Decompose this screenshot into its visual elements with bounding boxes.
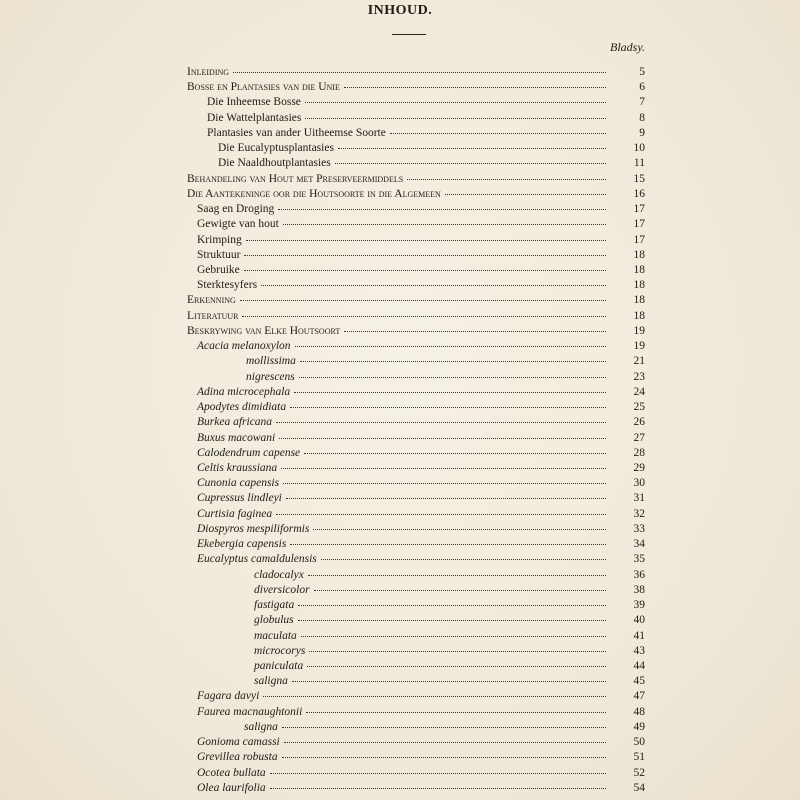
toc-entry-page-number: 31 (633, 492, 645, 505)
dot-leader (278, 199, 606, 210)
dot-leader (344, 77, 606, 88)
toc-entry-page-number: 6 (639, 81, 645, 94)
toc-entry-label: Diospyros mespiliformis (197, 522, 310, 535)
toc-entry-label: Ocotea bullata (197, 766, 266, 779)
toc-entry-page-number: 23 (633, 370, 645, 383)
dot-leader (283, 214, 606, 225)
toc-entry-page-number: 43 (633, 644, 645, 657)
toc-entry-label: Saag en Droging (197, 203, 275, 216)
toc-entry-label: Faurea macnaughtonii (197, 705, 303, 718)
toc-entry (0, 171, 800, 187)
page-title: INHOUD. (367, 3, 433, 18)
toc-entry-label: saligna (254, 675, 288, 688)
toc-entry-label: fastigata (254, 599, 295, 612)
toc-entry-page-number: 21 (633, 355, 645, 368)
toc-entry-page-number: 34 (633, 538, 645, 551)
toc-entry-page-number: 8 (639, 111, 645, 124)
dot-leader (270, 763, 606, 774)
dot-leader (290, 397, 606, 408)
toc-entry-page-number: 45 (633, 675, 645, 688)
toc-entry-label: Die Inheemse Bosse (207, 96, 301, 109)
toc-entry-label: Gonioma camassi (197, 736, 280, 749)
dot-leader (335, 153, 606, 164)
toc-entry-label: paniculata (254, 659, 304, 672)
dot-leader (445, 184, 606, 195)
toc-entry-page-number: 29 (633, 461, 645, 474)
toc-entry-page-number: 35 (633, 553, 645, 566)
toc-entry (0, 780, 800, 796)
toc-entry-page-number: 5 (639, 66, 645, 78)
toc-entry-page-number: 11 (633, 157, 645, 170)
toc-entry-page-number: 19 (633, 324, 645, 337)
toc-entry-label: Die Aantekeninge oor die Houtsoorte in die Algemeen (187, 187, 441, 200)
dot-leader (298, 595, 606, 606)
dot-leader (407, 169, 606, 180)
dot-leader (338, 138, 606, 149)
toc-entry-label: Apodytes dimidiata (197, 401, 287, 414)
toc-entry-label: nigrescens (246, 370, 295, 383)
toc-entry-label: diversicolor (254, 583, 310, 596)
toc-entry (0, 155, 800, 171)
toc-entry-page-number: 33 (633, 522, 645, 535)
toc-entry-page-number: 17 (633, 233, 645, 246)
dot-leader (390, 123, 606, 134)
dot-leader (309, 641, 606, 652)
dot-leader (298, 610, 606, 621)
dot-leader (306, 702, 606, 713)
toc-entry-label: Die Naaldhoutplantasies (218, 157, 331, 170)
toc-entry-page-number: 10 (633, 142, 645, 155)
toc-entry-page-number: 54 (633, 781, 645, 794)
toc-entry-page-number: 17 (633, 203, 645, 216)
toc-entry-page-number: 38 (633, 583, 645, 596)
toc-entry-page-number: 28 (633, 446, 645, 459)
toc-entry-page-number: 51 (633, 751, 645, 764)
dot-leader (244, 260, 606, 271)
dot-leader (284, 732, 606, 743)
toc-entry-page-number: 18 (633, 263, 645, 276)
toc-entry-label: Die Eucalyptusplantasies (218, 142, 334, 155)
toc-entry-label: Literatuur (187, 309, 239, 322)
toc-entry-label: Cunonia capensis (197, 477, 280, 490)
toc-entry-label: Ekebergia capensis (197, 538, 287, 551)
toc-entry-label: Inleiding (187, 66, 230, 78)
page-column-label: Bladsy. (610, 40, 645, 54)
toc-entry-page-number: 36 (633, 568, 645, 581)
toc-entry-label: Acacia melanoxylon (197, 340, 291, 353)
toc-entry-page-number: 41 (633, 629, 645, 642)
toc-entry-label: Cupressus lindleyi (197, 492, 282, 505)
toc-entry-label: Curtisia faginea (197, 507, 273, 520)
toc-entry-label: Gebruike (197, 263, 240, 276)
dot-leader (270, 778, 606, 789)
toc-entry-label: Eucalyptus camaldulensis (197, 553, 317, 566)
toc-entry-page-number: 18 (633, 248, 645, 261)
toc-entry-label: Fagara davyi (197, 690, 260, 703)
toc-entry-page-number: 49 (633, 720, 645, 733)
dot-leader (282, 717, 606, 728)
toc-entry-label: Erkenning (187, 294, 236, 307)
toc-entry-label: Celtis kraussiana (197, 461, 278, 474)
toc-entry-label: Struktuur (197, 248, 241, 261)
toc-entry-page-number: 24 (633, 385, 645, 398)
toc-entry-page-number: 19 (633, 340, 645, 353)
toc-entry-page-number: 40 (633, 614, 645, 627)
toc-entry-page-number: 27 (633, 431, 645, 444)
toc-entry-label: Beskrywing van Elke Houtsoort (187, 324, 341, 337)
dot-leader (321, 549, 606, 560)
toc-entry-label: Calodendrum capense (197, 446, 301, 459)
toc-entry-page-number: 39 (633, 599, 645, 612)
toc-entry-page-number: 32 (633, 507, 645, 520)
dot-leader (290, 534, 606, 545)
toc-entry-page-number: 17 (633, 218, 645, 231)
toc-entry-page-number: 48 (633, 705, 645, 718)
dot-leader (276, 504, 606, 515)
dot-leader (282, 747, 606, 758)
dot-leader (246, 230, 606, 241)
toc-entry-label: Plantasies van ander Uitheemse Soorte (207, 126, 386, 139)
toc-entry-page-number: 50 (633, 736, 645, 749)
toc-entry-label: Krimping (197, 233, 242, 246)
toc-entry-label: maculata (254, 629, 297, 642)
toc-entry-label: Adina microcephala (197, 385, 291, 398)
dot-leader (304, 443, 606, 454)
dot-leader (283, 473, 606, 484)
toc-entry-label: Olea laurifolia (197, 781, 266, 794)
toc-entry-page-number: 25 (633, 401, 645, 414)
toc-entry-label: Buxus macowani (197, 431, 276, 444)
toc-entry-page-number: 15 (633, 172, 645, 185)
dot-leader (299, 367, 606, 378)
dot-leader (244, 245, 606, 256)
toc-entry-page-number: 26 (633, 416, 645, 429)
toc-entry-label: cladocalyx (254, 568, 304, 581)
dot-leader (301, 626, 606, 637)
toc-entry-page-number: 16 (633, 187, 645, 200)
dot-leader (292, 671, 606, 682)
toc-entry-label: Behandeling van Hout met Preserveermiddels (187, 172, 404, 185)
dot-leader (263, 686, 606, 697)
dot-leader (305, 108, 606, 119)
dot-leader (281, 458, 606, 469)
toc-entry-label: Grevillea robusta (197, 751, 278, 764)
toc-entry-page-number: 44 (633, 659, 645, 672)
dot-leader (286, 488, 606, 499)
toc-entry-label: Sterktesyfers (197, 279, 258, 292)
dot-leader (305, 92, 606, 103)
dot-leader (308, 565, 606, 576)
toc-entry-page-number: 9 (639, 126, 645, 139)
dot-leader (261, 275, 606, 286)
toc-entry-label: microcorys (254, 644, 306, 657)
dot-leader (279, 428, 606, 439)
toc-entry-label: Die Wattelplantasies (207, 111, 302, 124)
title-underline (392, 34, 426, 35)
toc-entry-label: mollissima (246, 355, 296, 368)
toc-entry-page-number: 18 (633, 309, 645, 322)
dot-leader (344, 321, 606, 332)
toc-entry-page-number: 47 (633, 690, 645, 703)
toc-entry-page-number: 18 (633, 279, 645, 292)
toc-entry-label: globulus (254, 614, 294, 627)
toc-entry-label: Gewigte van hout (197, 218, 279, 231)
toc-entry-page-number: 18 (633, 294, 645, 307)
toc-entry-page-number: 52 (633, 766, 645, 779)
toc-entry-page-number: 30 (633, 477, 645, 490)
dot-leader (307, 656, 606, 667)
dot-leader (295, 336, 606, 347)
dot-leader (313, 519, 606, 530)
dot-leader (240, 290, 606, 301)
toc-entry-page-number: 7 (639, 96, 645, 109)
toc-entry-label: Bosse en Plantasies van die Unie (187, 81, 340, 94)
dot-leader (300, 351, 606, 362)
toc-entry-label: saligna (244, 720, 278, 733)
toc-entry-label: Burkea africana (197, 416, 273, 429)
dot-leader (276, 412, 606, 423)
dot-leader (242, 306, 606, 317)
dot-leader (233, 62, 606, 73)
dot-leader (294, 382, 606, 393)
dot-leader (314, 580, 606, 591)
